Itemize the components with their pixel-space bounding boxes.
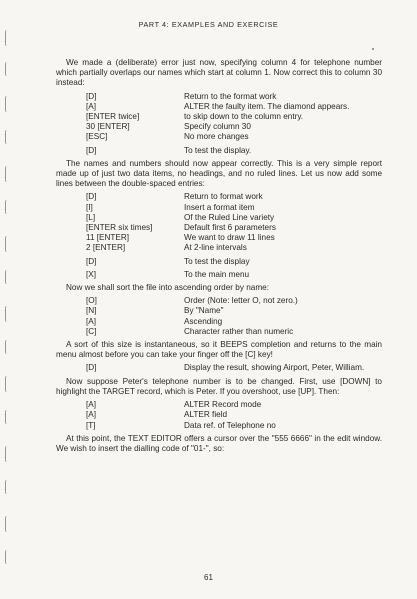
paragraph: At this point, the TEXT EDITOR offers a cursor over the "555 6666" in the edit window. We wish to insert the dialling code of "01-", so:: [56, 433, 382, 453]
command-desc: To the main menu: [184, 269, 250, 279]
command-row: [56, 213, 382, 223]
command-key: [A]: [86, 101, 97, 111]
binding-mark: [5, 30, 10, 46]
command-list: [56, 400, 382, 431]
command-desc: Default first 6 parameters: [184, 223, 276, 233]
command-desc: Order (Note: letter O, not zero.): [184, 296, 298, 306]
command-desc: ALTER the faulty item. The diamond appears.: [184, 101, 350, 111]
command-key: [X]: [86, 269, 97, 279]
command-list: [56, 363, 382, 373]
command-row: [56, 122, 382, 132]
page-number: 61: [204, 573, 213, 582]
command-key: [D]: [86, 145, 97, 155]
command-row: [56, 327, 382, 337]
command-row: [56, 146, 382, 156]
command-key: [ENTER twice]: [86, 112, 140, 122]
command-row: [56, 233, 382, 243]
binding-mark: [5, 376, 10, 392]
command-list: [56, 296, 382, 337]
command-row: [56, 270, 382, 280]
command-row: [56, 112, 382, 122]
command-row: [56, 203, 382, 213]
command-desc: ALTER field: [184, 410, 228, 420]
command-key: [A]: [86, 400, 97, 410]
command-key: 2 [ENTER]: [86, 243, 126, 253]
binding-mark: [5, 410, 10, 424]
page-content: [56, 58, 382, 457]
binding-mark: [5, 236, 10, 252]
command-key: [D]: [86, 91, 97, 101]
binding-mark: [5, 166, 10, 182]
command-key: [T]: [86, 420, 96, 430]
command-row: [56, 400, 382, 410]
command-row: [56, 132, 382, 142]
command-desc: To test the display: [184, 256, 250, 266]
command-desc: Data ref. of Telephone no: [184, 420, 276, 430]
command-key: [D]: [86, 363, 97, 373]
command-list: [56, 192, 382, 280]
command-desc: to skip down to the column entry.: [184, 112, 304, 122]
command-row: [56, 296, 382, 306]
binding-mark: [5, 550, 10, 564]
command-desc: We want to draw 11 lines: [184, 233, 275, 243]
command-desc: No more changes: [184, 132, 249, 142]
command-desc: By "Name": [184, 306, 224, 316]
command-desc: Insert a format item: [184, 202, 255, 212]
command-row: [56, 192, 382, 202]
command-row: [56, 421, 382, 431]
command-row: [56, 223, 382, 233]
command-desc: Character rather than numeric: [184, 326, 294, 336]
command-key: [ENTER six times]: [86, 223, 153, 233]
paragraph: A sort of this size is instantaneous, so it BEEPS completion and returns to the main menu almost before you can take your finger off the [C] key!: [56, 340, 382, 360]
binding-mark: [5, 306, 10, 322]
command-key: [D]: [86, 256, 97, 266]
binding-mark: [5, 480, 10, 494]
command-row: [56, 102, 382, 112]
command-key: 30 [ENTER]: [86, 122, 130, 132]
paragraph: We made a (deliberate) error just now, specifying column 4 for telephone number which partially overlaps our names which start at column 1. Now correct this to column 30 instead:: [56, 58, 382, 88]
command-desc: ALTER Record mode: [184, 400, 262, 410]
command-key: [I]: [86, 202, 93, 212]
binding-mark: [5, 96, 10, 112]
binding-mark: [5, 200, 10, 214]
specks: [372, 48, 374, 50]
command-row: [56, 92, 382, 102]
command-key: [C]: [86, 326, 97, 336]
command-desc: Return to the format work: [184, 91, 277, 101]
command-desc: Return to format work: [184, 192, 263, 202]
command-desc: Of the Ruled Line variety: [184, 212, 275, 222]
command-row: [56, 243, 382, 253]
paragraph: Now suppose Peter's telephone number is to be changed. First, use [DOWN] to highlight the TARGET record, which is Peter. If you overshoot, use [UP]. Then:: [56, 376, 382, 396]
command-desc: To test the display.: [184, 145, 252, 155]
command-desc: Specify column 30: [184, 122, 251, 132]
command-row: [56, 306, 382, 316]
command-key: [A]: [86, 316, 97, 326]
command-list: [56, 92, 382, 156]
command-row: [56, 363, 382, 373]
paragraph: The names and numbers should now appear correctly. This is a very simple report made up of just two data items, no headings, and no ruled lines. Let us now add some lines between the double-spaced entries:: [56, 158, 382, 189]
command-desc: Display the result, showing Airport, Peter, William.: [184, 363, 365, 373]
command-key: [N]: [86, 306, 97, 316]
command-key: [A]: [86, 410, 97, 420]
command-key: [ESC]: [86, 132, 108, 142]
binding-mark: [5, 270, 10, 284]
command-key: [D]: [86, 192, 97, 202]
binding-mark: [5, 446, 10, 462]
page-header: PART 4: EXAMPLES AND EXERCISE: [138, 20, 279, 29]
command-key: 11 [ENTER]: [86, 233, 130, 243]
binding-mark: [5, 340, 10, 354]
command-row: [56, 410, 382, 420]
binding-mark: [5, 130, 10, 144]
command-desc: Ascending: [184, 316, 223, 326]
command-row: [56, 257, 382, 267]
command-key: [O]: [86, 296, 97, 306]
command-desc: At 2-line intervals: [184, 243, 247, 253]
binding-mark: [5, 62, 10, 76]
command-key: [L]: [86, 212, 96, 222]
binding-mark: [5, 516, 10, 532]
command-row: [56, 317, 382, 327]
paragraph: Now we shall sort the file into ascending order by name:: [66, 283, 269, 293]
